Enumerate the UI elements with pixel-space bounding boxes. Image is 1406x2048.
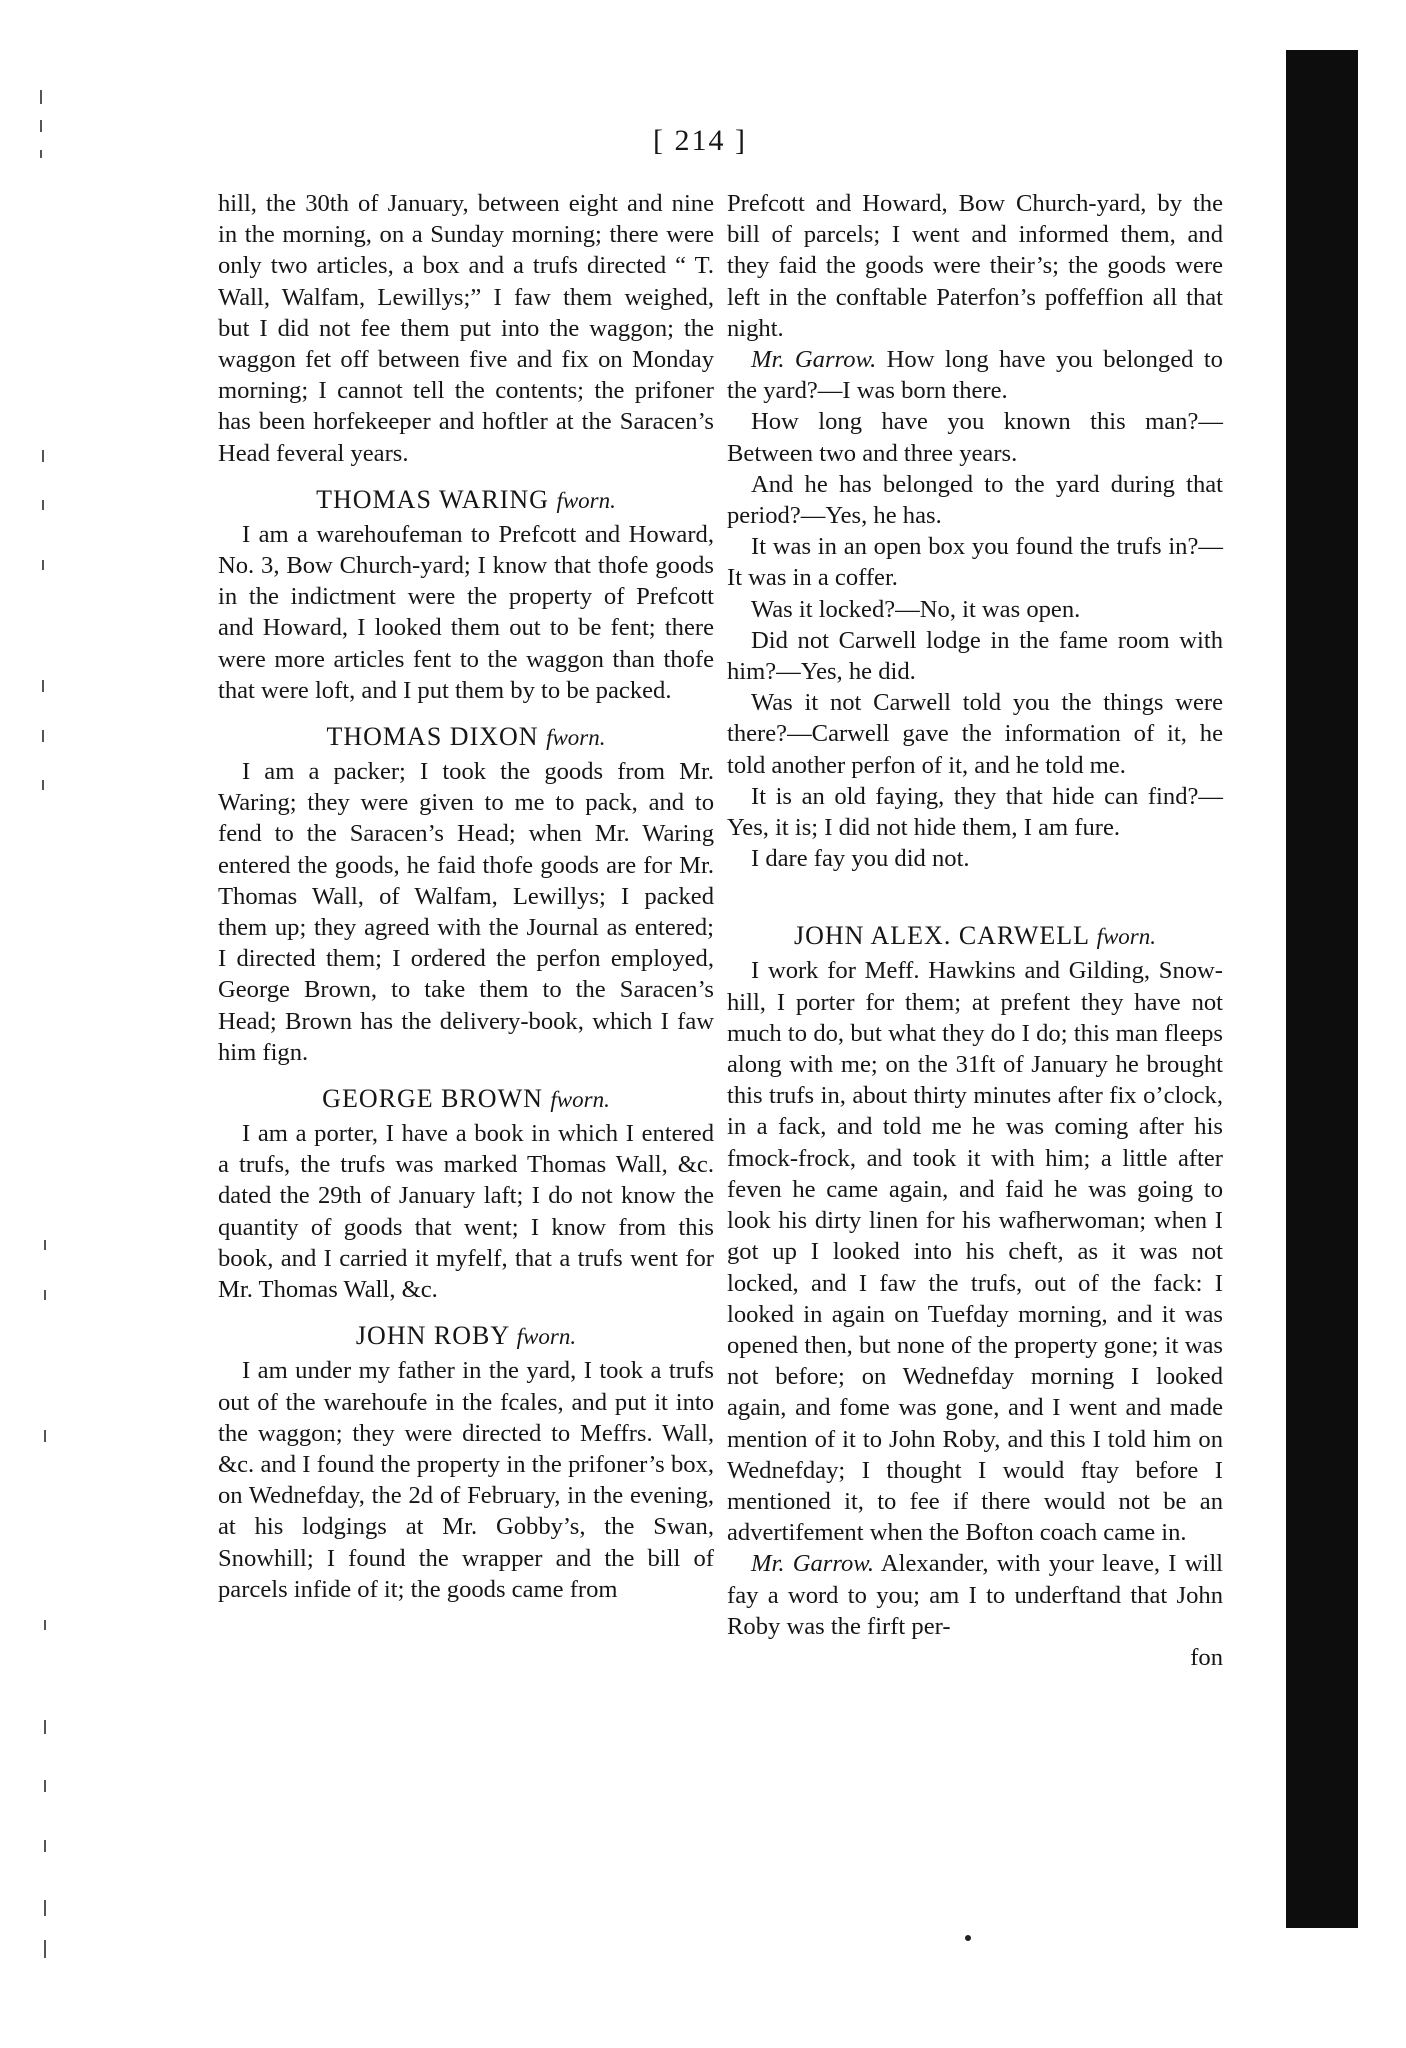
sworn-label: fworn. [546, 725, 606, 751]
testimony-paragraph [727, 781, 1223, 843]
testimony-paragraph [218, 519, 714, 706]
testimony-paragraph [218, 1355, 714, 1605]
testimony-paragraph [727, 188, 1223, 344]
sworn-label: fworn. [516, 1324, 577, 1350]
book-spine-shadow [1286, 50, 1358, 1928]
blank-line [727, 874, 1223, 905]
paragraph-text: How long have you known this man?—Between two and three years. [727, 408, 1223, 467]
witness-heading [218, 1082, 714, 1116]
testimony-paragraph [727, 344, 1223, 406]
right-column [727, 188, 1223, 1673]
paragraph-text: I am a porter, I have a book in which I entered a trufs, the trufs was marked Thomas Wall, &c. dated the 29th of January laft; I do not know the quantity of goods that went; I know from this book, and I carried it myfelf, that a trufs went for Mr. Thomas Wall, &c. [218, 1120, 714, 1304]
testimony-paragraph [727, 406, 1223, 468]
witness-name: GEORGE BROWN [322, 1084, 543, 1114]
testimony-paragraph [727, 843, 1223, 874]
sworn-label: fworn. [1096, 924, 1156, 950]
testimony-paragraph [727, 955, 1223, 1548]
sworn-label: fworn. [550, 1087, 610, 1113]
speaker-name: Mr. Garrow. [751, 1550, 875, 1578]
paragraph-text: It was in an open box you found the trufs in?—It was in a coffer. [727, 533, 1223, 592]
witness-name: JOHN ROBY [355, 1321, 510, 1351]
paragraph-text: And he has belonged to the yard during that period?—Yes, he has. [727, 470, 1223, 530]
paragraph-text: I am a packer; I took the goods from Mr. Waring; they were given to me to pack, and to fend to the Saracen’s Head; when Mr. Waring entered the goods, he faid thofe goods are for Mr. Thomas Wall, of Walfam, Lewillys; I packed them up; they agreed with the Journal as entered; I directed them; I ordered the perfon employed, George Brown, to take them to the Saracen’s Head; Brown has the delivery-book, which I faw him fign. [218, 758, 714, 1066]
paragraph-text: How long have you belonged to the yard?—I was born there. [727, 346, 1223, 405]
paragraph-text: Did not Carwell lodge in the fame room with him?—Yes, he did. [727, 626, 1223, 686]
paragraph-text: I work for Meff. Hawkins and Gilding, Snow-hill, I porter for them; at prefent they have not much to do, but what they do I do; this man fleeps along with me; on the 31ft of January he brought this trufs in, about thirty minutes after fix o’clock, in a fack, and told me he was coming after his fmock-frock, and took it with him; a little after feven he came again, and faid he was going to look his dirty linen for his wafherwoman; when I got up I looked into his cheft, as it was not locked, and I faw the trufs, out of the fack: I looked in again on Tuefday morning, and it was opened then, but none of the property gone; it was not before; on Wednefday morning I looked again, and fome was gone, and I went and made mention of it to John Roby, and this I told him on Wednefday; I thought I would ftay before I mentioned it, to fee if there would not be an advertifement when the Bofton coach came in. [727, 957, 1223, 1547]
witness-heading [218, 1319, 714, 1353]
paragraph-text: hill, the 30th of January, between eight and nine in the morning, on a Sunday morning; there were only two articles, a box and a trufs directed “ T. Wall, Walfam, Lewillys;” I faw them weighed, but I did not fee them put into the waggon; the waggon fet off between five and fix on Monday morning; I cannot tell the contents; the prifoner has been horfekeeper and hoftler at the Saracen’s Head feveral years. [218, 190, 714, 467]
paragraph-text: Prefcott and Howard, Bow Church-yard, by the bill of parcels; I went and informed them, and they faid the goods were their’s; the goods were left in the conftable Paterfon’s poffeffion all that night. [727, 190, 1223, 342]
paragraph-text: Was it not Carwell told you the things were there?—Carwell gave the information of it, he told another perfon of it, and he told me. [727, 689, 1223, 779]
testimony-paragraph [727, 625, 1223, 687]
testimony-paragraph [727, 594, 1223, 625]
paragraph-text: I am under my father in the yard, I took a trufs out of the warehoufe in the fcales, and put it into the waggon; they were directed to Meffrs. Wall, &c. and I found the property in the prifoner’s box, on Wednefday, the 2d of February, in the evening, at his lodgings at Mr. Gobby’s, the Swan, Snowhill; I found the wrapper and the bill of parcels infide of it; the goods came from [218, 1357, 714, 1603]
testimony-paragraph [218, 756, 714, 1068]
witness-name: JOHN ALEX. CARWELL [793, 921, 1090, 951]
paragraph-text: I dare fay you did not. [751, 845, 970, 873]
witness-name: THOMAS WARING [316, 484, 549, 514]
paragraph-text: Was it locked?—No, it was open. [751, 595, 1081, 623]
testimony-paragraph [218, 188, 714, 469]
testimony-paragraph [727, 687, 1223, 781]
witness-heading [218, 483, 714, 517]
testimony-paragraph [727, 531, 1223, 593]
speaker-name: Mr. Garrow. [751, 346, 877, 374]
page-number: [ 214 ] [653, 124, 747, 157]
catchword: fon [1190, 1643, 1223, 1671]
ink-dot [965, 1935, 971, 1941]
paragraph-text: It is an old faying, they that hide can find?—Yes, it is; I did not hide them, I am fure. [727, 782, 1223, 842]
witness-heading [218, 720, 714, 754]
witness-heading [727, 919, 1223, 953]
testimony-paragraph [727, 469, 1223, 531]
witness-name: THOMAS DIXON [326, 722, 539, 752]
testimony-paragraph [218, 1118, 714, 1305]
sworn-label: fworn. [556, 487, 616, 513]
paragraph-text: I am a warehoufeman to Prefcott and Howard, No. 3, Bow Church-yard; I know that thofe goods in the indictment were the property of Prefcott and Howard, I looked them out to be fent; there were more articles fent to the waggon than thofe that were loft, and I put them by to be packed. [218, 520, 714, 704]
left-column [218, 188, 714, 1605]
paragraph-text: Alexander, with your leave, I will fay a word to you; am I to underftand that John Roby was the firft per- [727, 1550, 1223, 1640]
testimony-paragraph [727, 1548, 1223, 1642]
